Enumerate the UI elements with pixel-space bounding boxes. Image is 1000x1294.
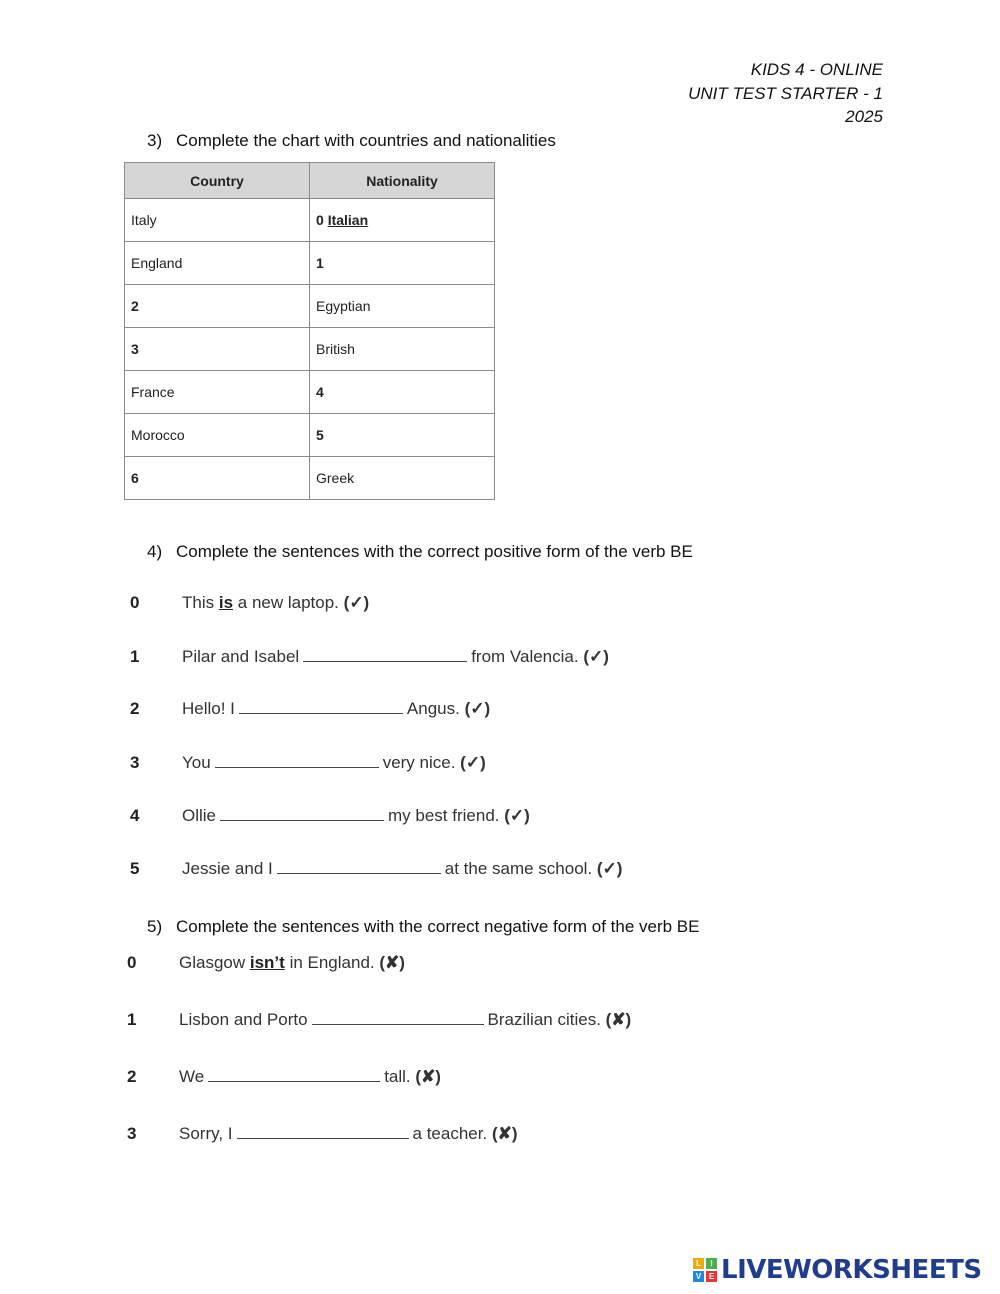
example-answer: is (218, 593, 234, 612)
check-icon: (✓) (343, 593, 370, 612)
item-number: 1 (127, 1010, 137, 1029)
question-text: Complete the sentences with the correct positive form of the verb BE (176, 542, 693, 561)
table-row (125, 285, 495, 328)
sentence-start: Ollie (182, 806, 217, 825)
question-number: 3) (147, 131, 163, 150)
question-4-title (147, 542, 693, 562)
sentence (179, 953, 405, 973)
question-5-title (147, 917, 700, 937)
question-text: Complete the sentences with the correct negative form of the verb BE (176, 917, 700, 936)
cross-icon: (✘) (605, 1010, 632, 1029)
countries-nationalities-chart (124, 162, 495, 500)
answer-blank[interactable] (237, 1124, 409, 1139)
liveworksheets-logo-icon (693, 1258, 717, 1282)
nationality-cell-blank[interactable]: 4 (310, 371, 495, 414)
nationality-cell-blank[interactable]: 5 (310, 414, 495, 457)
sentence (179, 1067, 441, 1087)
brand-name: LIVEWORKSHEETS (721, 1255, 982, 1285)
country-cell-blank[interactable]: 2 (125, 285, 310, 328)
item-number: 3 (130, 753, 140, 772)
sentence-end: in England. (289, 953, 375, 972)
sentence-end: a teacher. (412, 1124, 488, 1143)
table-row (125, 328, 495, 371)
sentence-end: a new laptop. (237, 593, 339, 612)
sentence-start: Sorry, I (179, 1124, 233, 1143)
nationality-cell: British (310, 328, 495, 371)
sentence-start: Pilar and Isabel (182, 647, 300, 666)
answer-blank[interactable] (208, 1067, 380, 1082)
table-row (125, 414, 495, 457)
country-cell-blank[interactable]: 6 (125, 457, 310, 500)
item-number: 0 (316, 212, 324, 228)
country-cell-blank[interactable]: 3 (125, 328, 310, 371)
check-icon: (✓) (583, 647, 609, 666)
table-row (125, 371, 495, 414)
item-number: 2 (127, 1067, 137, 1086)
logo-tile: L (693, 1258, 704, 1269)
document-header (688, 58, 883, 129)
header-line-2: UNIT TEST STARTER - 1 (688, 83, 883, 103)
answer-blank[interactable] (277, 859, 441, 874)
sentence (182, 647, 609, 667)
sentence-end: at the same school. (444, 859, 593, 878)
table-row (125, 457, 495, 500)
sentence-start: You (182, 753, 211, 772)
sentence-start: Jessie and I (182, 859, 273, 878)
country-cell: England (125, 242, 310, 285)
item-number: 5 (130, 859, 140, 878)
question-3-title (147, 131, 556, 151)
sentence-end: Angus. (406, 699, 460, 718)
item-number: 0 (127, 953, 137, 972)
logo-tile: V (693, 1271, 704, 1282)
answer-blank[interactable] (303, 647, 467, 662)
logo-tile: E (706, 1271, 717, 1282)
nationality-cell (310, 199, 495, 242)
item-number: 2 (130, 699, 140, 718)
question-number: 5) (147, 917, 163, 936)
nationality-cell-blank[interactable]: 1 (310, 242, 495, 285)
sentence (179, 1124, 518, 1144)
cross-icon: (✘) (415, 1067, 441, 1086)
answer-blank[interactable] (215, 753, 379, 768)
sentence (182, 753, 486, 773)
country-cell: Morocco (125, 414, 310, 457)
table-row (125, 199, 495, 242)
sentence-start: Glasgow (179, 953, 246, 972)
question-text: Complete the chart with countries and nationalities (176, 131, 556, 150)
table-row (125, 242, 495, 285)
sentence (179, 1010, 631, 1030)
item-number: 1 (130, 647, 140, 666)
column-header-nationality: Nationality (310, 163, 495, 199)
check-icon: (✓) (460, 753, 486, 772)
nationality-cell: Greek (310, 457, 495, 500)
sentence-end: very nice. (382, 753, 456, 772)
sentence (182, 593, 369, 613)
country-cell: France (125, 371, 310, 414)
sentence-end: from Valencia. (471, 647, 579, 666)
header-line-1: KIDS 4 - ONLINE (750, 60, 883, 79)
sentence-end: Brazilian cities. (487, 1010, 601, 1029)
sentence-start: We (179, 1067, 205, 1086)
chart-header-row (125, 163, 495, 199)
check-icon: (✓) (504, 806, 530, 825)
logo-tile: I (706, 1258, 717, 1269)
example-answer: Italian (327, 212, 369, 228)
cross-icon: (✘) (379, 953, 405, 972)
answer-blank[interactable] (312, 1010, 484, 1025)
answer-blank[interactable] (220, 806, 384, 821)
sentence (182, 806, 530, 826)
nationality-cell: Egyptian (310, 285, 495, 328)
item-number: 4 (130, 806, 140, 825)
sentence-end: tall. (384, 1067, 411, 1086)
cross-icon: (✘) (491, 1124, 518, 1143)
item-number: 3 (127, 1124, 137, 1143)
question-number: 4) (147, 542, 163, 561)
check-icon: (✓) (464, 699, 491, 718)
example-answer: isn’t (249, 953, 285, 972)
country-cell: Italy (125, 199, 310, 242)
answer-blank[interactable] (239, 699, 403, 714)
sentence (182, 699, 490, 719)
header-line-3: 2025 (845, 107, 883, 126)
liveworksheets-brand (693, 1255, 982, 1285)
check-icon: (✓) (596, 859, 623, 878)
sentence-end: my best friend. (388, 806, 500, 825)
sentence-start: Lisbon and Porto (179, 1010, 308, 1029)
column-header-country: Country (125, 163, 310, 199)
item-number: 0 (130, 593, 140, 612)
sentence-start: Hello! I (182, 699, 235, 718)
sentence (182, 859, 622, 879)
sentence-start: This (182, 593, 215, 612)
